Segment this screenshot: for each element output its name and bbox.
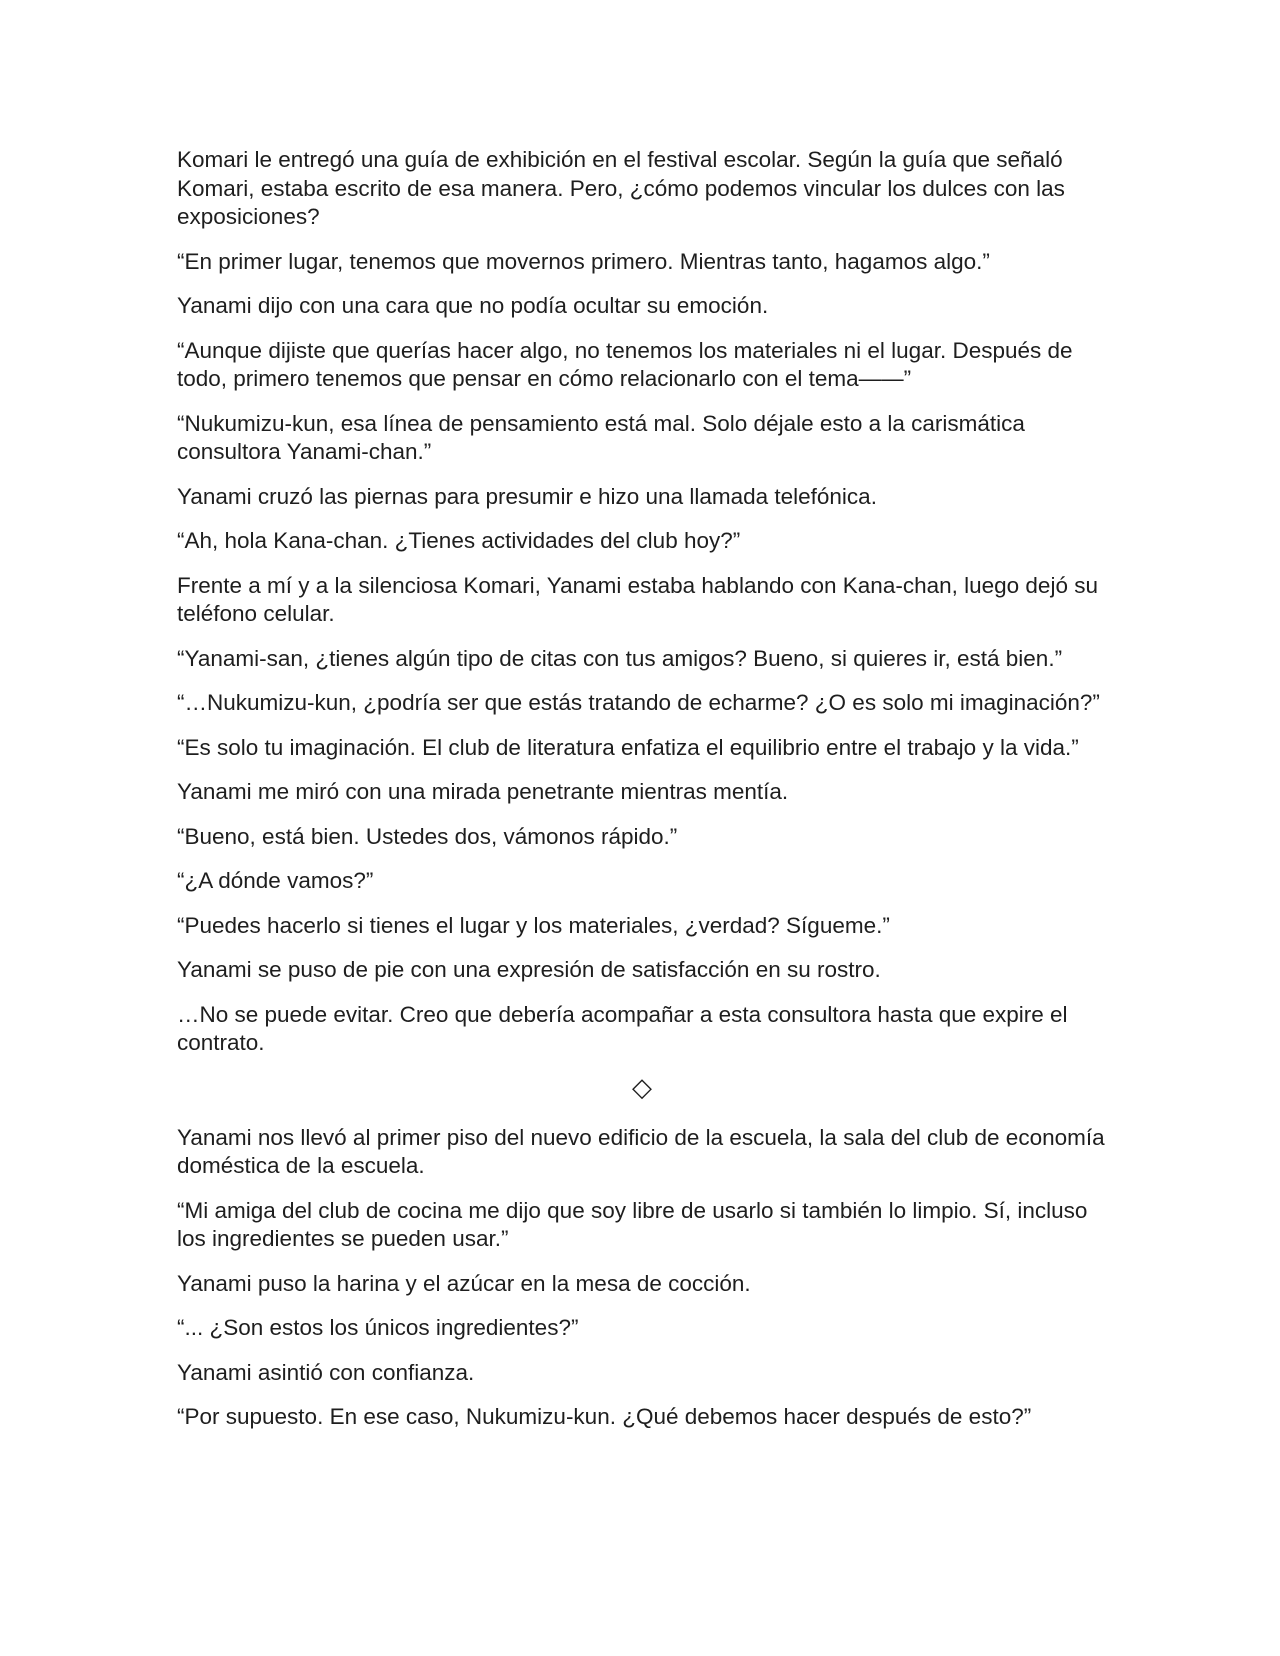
paragraph: “Por supuesto. En ese caso, Nukumizu-kun. ¿Qué debemos hacer después de esto?” [177, 1404, 1032, 1429]
paragraph: Yanami puso la harina y el azúcar en la mesa de cocción. [177, 1270, 751, 1296]
paragraph: “Mi amiga del club de cocina me dijo que soy libre de usarlo si también lo limpio. Sí, incluso los ingredientes se pueden usar.” [177, 1197, 1088, 1251]
paragraph: “Nukumizu-kun, esa línea de pensamiento está mal. Solo déjale esto a la carismática consultora Yanami-chan.” [177, 410, 1025, 464]
paragraph: “En primer lugar, tenemos que movernos primero. Mientras tanto, hagamos algo.” [177, 248, 990, 274]
paragraph: …No se puede evitar. Creo que debería acompañar a esta consultora hasta que expire el contrato. [177, 1001, 1068, 1055]
paragraph: “Ah, hola Kana-chan. ¿Tienes actividades del club hoy?” [177, 528, 741, 553]
paragraph: Yanami nos llevó al primer piso del nuevo edificio de la escuela, la sala del club de economía doméstica de la escuela. [177, 1124, 1105, 1178]
paragraph: “Yanami-san, ¿tienes algún tipo de citas con tus amigos? Bueno, si quieres ir, está bien.” [177, 645, 1063, 671]
paragraph: Yanami asintió con confianza. [177, 1359, 475, 1385]
paragraph: Yanami me miró con una mirada penetrante mientras mentía. [177, 779, 789, 804]
paragraph: Yanami se puso de pie con una expresión de satisfacción en su rostro. [177, 957, 881, 982]
paragraph: “... ¿Son estos los únicos ingredientes?” [177, 1315, 579, 1340]
paragraph: “Es solo tu imaginación. El club de literatura enfatiza el equilibrio entre el trabajo y la vida.” [177, 734, 1079, 760]
paragraph: Yanami dijo con una cara que no podía ocultar su emoción. [177, 293, 769, 318]
paragraph: “Aunque dijiste que querías hacer algo, no tenemos los materiales ni el lugar. Después de todo, primero tenemos que pensar en cómo relacionarlo con el tema——” [177, 337, 1073, 391]
paragraph: “…Nukumizu-kun, ¿podría ser que estás tratando de echarme? ¿O es solo mi imaginación?” [177, 690, 1100, 715]
paragraph: Komari le entregó una guía de exhibición en el festival escolar. Según la guía que señaló Komari, estaba escrito de esa manera. Pero, ¿cómo podemos vincular los dulces con las exposiciones? [177, 147, 1065, 229]
paragraph: “¿A dónde vamos?” [177, 868, 374, 893]
paragraph: Frente a mí y a la silenciosa Komari, Yanami estaba hablando con Kana-chan, luego dejó su teléfono celular. [177, 572, 1098, 626]
paragraph: Yanami cruzó las piernas para presumir e hizo una llamada telefónica. [177, 483, 877, 509]
paragraph: “Bueno, está bien. Ustedes dos, vámonos rápido.” [177, 823, 678, 849]
paragraph: “Puedes hacerlo si tienes el lugar y los materiales, ¿verdad? Sígueme.” [177, 912, 890, 938]
section-divider-diamond-icon: ◇ [632, 1072, 652, 1103]
text-body [177, 146, 1107, 1448]
